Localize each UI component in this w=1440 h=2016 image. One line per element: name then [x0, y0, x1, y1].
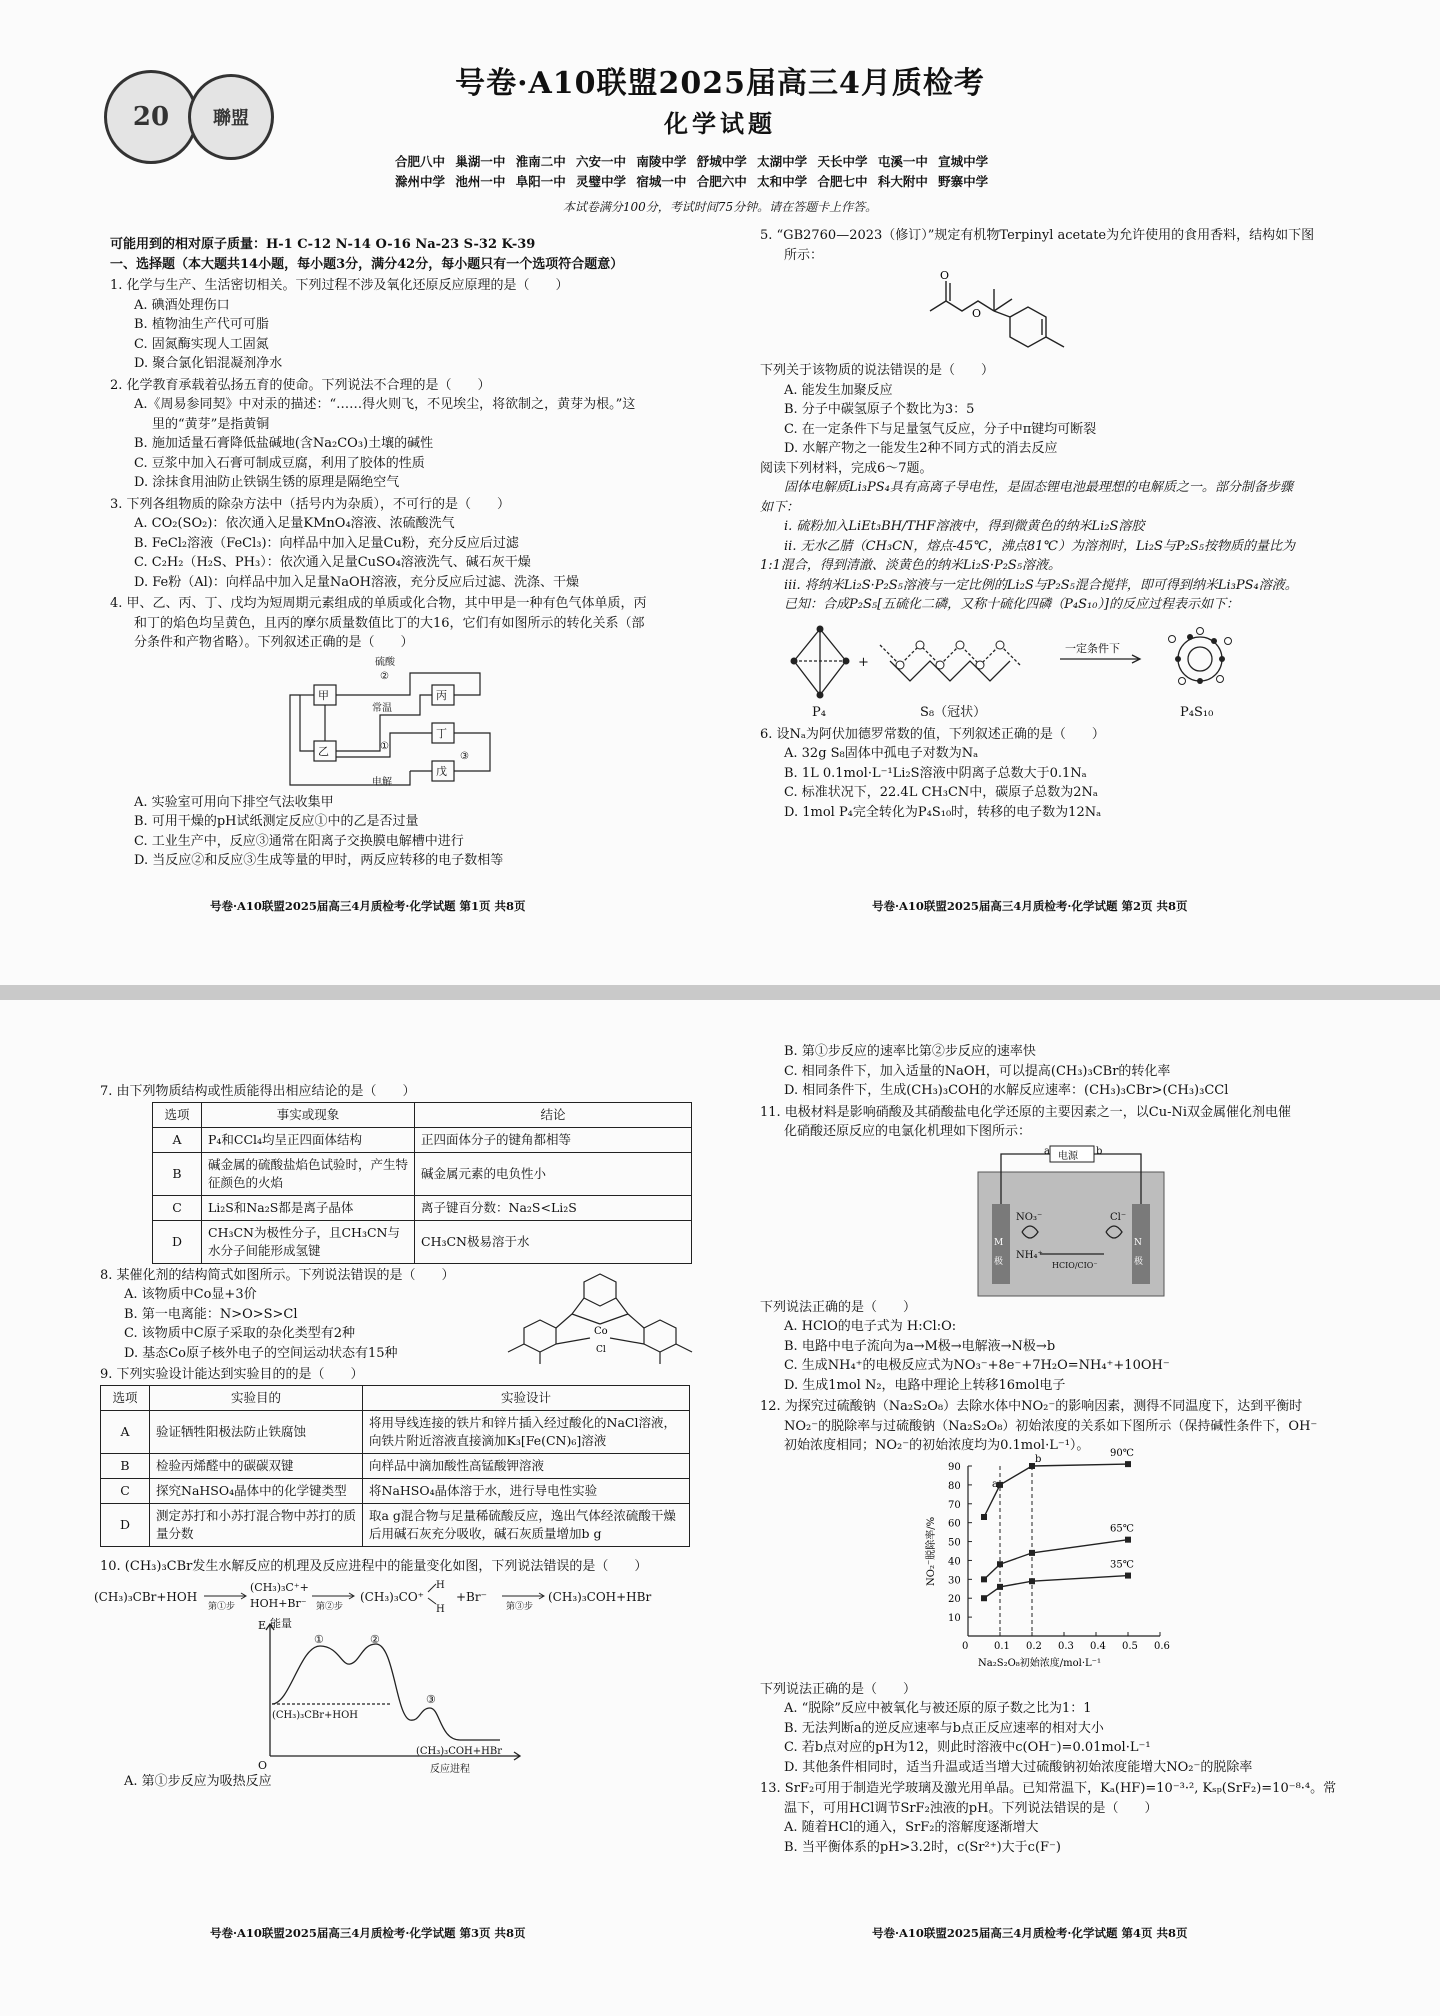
page-4-column — [760, 1042, 1350, 1857]
chart-point — [1029, 1578, 1035, 1584]
q8-option: B. 第一电离能：N>O>S>Cl — [124, 1306, 298, 1322]
q11-option: C. 生成NH₄⁺的电极反应式为NO₃⁻+8e⁻+7H₂O=NH₄⁺+10OH⁻ — [784, 1358, 1170, 1373]
table-cell: CH₃CN为极性分子，且CH₃CN与水分子间能形成氢键 — [202, 1220, 415, 1263]
q10-option-a: A. 第①步反应为吸热反应 — [124, 1774, 272, 1789]
table-header: 选项 — [153, 1102, 202, 1127]
energy-axis-e: E — [258, 1619, 267, 1632]
exam-note: 本试卷满分100分，考试时间75分钟。请在答题卡上作答。 — [562, 200, 878, 214]
chart-y-tick-label: 50 — [948, 1537, 961, 1549]
school-list-row-1: 合肥八中 巢湖一中 淮南二中 六安一中 南陵中学 舒城中学 太湖中学 天长中学 屯溪一中 宣城中学 — [395, 154, 989, 169]
q13-stem: 13. SrF₂可用于制造光学玻璃及激光用单晶。已知常温下，Kₐ(HF)=10⁻³·², Kₛₚ(SrF₂)=10⁻⁸·⁴。常 — [760, 1781, 1337, 1796]
chart-series-label: 65℃ — [1110, 1523, 1134, 1535]
q3-stem: 3. 下列各组物质的除杂方法中（括号内为杂质），不可行的是（ ） — [110, 496, 511, 512]
page-sheet-1-2 — [0, 0, 1440, 985]
atomic-masses: 可能用到的相对原子质量：H-1 C-12 N-14 O-16 Na-23 S-32 K-39 — [110, 237, 536, 252]
chart-point — [1125, 1536, 1131, 1542]
chart-point — [981, 1576, 987, 1582]
table-cell: C — [153, 1195, 202, 1220]
q12-stem-4: 下列说法正确的是（ ） — [760, 1681, 917, 1697]
q5-option: A. 能发生加聚反应 — [784, 382, 893, 398]
chart-point — [1125, 1572, 1131, 1578]
q1-option: A. 碘酒处理伤口 — [134, 297, 230, 313]
svg-text:Co: Co — [594, 1325, 608, 1337]
q10-option: D. 相同条件下，生成(CH₃)₃COH的水解反应速率：(CH₃)₃CBr>(CH₃)₃CCl — [784, 1083, 1229, 1098]
q1-option: D. 聚合氯化铝混凝剂净水 — [134, 356, 283, 371]
table-cell: 离子键百分数：Na₂S<Li₂S — [415, 1195, 692, 1220]
chart-x-tick-label: 0.5 — [1122, 1640, 1138, 1652]
table-cell: CH₃CN极易溶于水 — [415, 1220, 692, 1263]
q11-stem-2: 化硝酸还原反应的电氯化机理如下图所示： — [784, 1124, 1032, 1139]
denitration-chart — [760, 1447, 1350, 1680]
table-cell: P₄和CCl₄均呈正四面体结构 — [202, 1127, 415, 1152]
chart-x-tick-label: 0.4 — [1090, 1640, 1106, 1652]
svg-text:O: O — [972, 307, 982, 320]
table-row — [153, 1152, 692, 1195]
mech-h-top: H — [436, 1580, 445, 1591]
chart-y-tick-label: 90 — [948, 1461, 961, 1473]
table-cell: 正四面体分子的键角都相等 — [415, 1127, 692, 1152]
node-bing: 丙 — [436, 688, 447, 702]
material-line: 固体电解质Li₃PS₄具有高离子导电性，是固态锂电池最理想的电解质之一。部分制备步骤 — [784, 480, 1293, 495]
chart-point — [997, 1561, 1003, 1567]
mech-intermediate-2: (CH₃)₃CO⁺ — [360, 1590, 424, 1604]
q13-option: A. 随着HCl的通入，SrF₂的溶解度逐渐增大 — [784, 1820, 1039, 1835]
table-cell: 碱金属元素的电负性小 — [415, 1152, 692, 1195]
chart-y-tick-label: 40 — [948, 1555, 961, 1567]
chart-series-line — [984, 1539, 1128, 1579]
q5-option: B. 分子中碳氢原子个数比为3：5 — [784, 402, 975, 417]
mech-step-3: 第③步 — [506, 1602, 534, 1612]
table-cell: 探究NaHSO₄晶体中的化学键类型 — [150, 1478, 363, 1503]
label-ammonium: NH₄⁺ — [1016, 1249, 1043, 1261]
q12-option: C. 若b点对应的pH为12，则此时溶液中c(OH⁻)=0.01mol·L⁻¹ — [784, 1740, 1151, 1755]
chart-x-label: Na₂S₂O₈初始浓度/mol·L⁻¹ — [978, 1657, 1101, 1669]
chart-x-tick-label: 0.2 — [1026, 1640, 1042, 1652]
table-row — [101, 1410, 690, 1453]
q5-option: D. 水解产物之一能发生2种不同方式的消去反应 — [784, 441, 1058, 456]
chart-series-label: 35℃ — [1110, 1559, 1134, 1571]
q4-option: D. 当反应②和反应③生成等量的甲时，两反应转移的电子数相等 — [134, 853, 504, 868]
mech-h-bottom: H — [436, 1604, 445, 1615]
chart-point — [997, 1583, 1003, 1589]
q2-stem: 2. 化学教育承载着弘扬五育的使命。下列说法不合理的是（ ） — [110, 377, 491, 393]
q8-option: D. 基态Co原子核外电子的空间运动状态有15种 — [124, 1345, 398, 1361]
table-header: 结论 — [415, 1102, 692, 1127]
material-line: 如下： — [760, 499, 800, 515]
q5-option: C. 在一定条件下与足量氢气反应，分子中π键均可断裂 — [784, 421, 1097, 437]
svg-text:Cl: Cl — [596, 1344, 606, 1355]
q4-diagram-svg — [110, 653, 710, 793]
q12-option: B. 无法判断a的逆反应速率与b点正反应速率的相对大小 — [784, 1720, 1104, 1736]
q1-option: C. 固氮酶实现人工固氮 — [134, 336, 269, 352]
energy-x-label: 反应进程 — [430, 1764, 470, 1775]
chart-y-tick-label: 60 — [948, 1518, 961, 1530]
table-header-row — [153, 1102, 692, 1127]
table-row — [101, 1453, 690, 1478]
q4-option: A. 实验室可用向下排空气法收集甲 — [134, 794, 334, 810]
table-header: 实验设计 — [363, 1385, 690, 1410]
chart-x-tick-label: 0.3 — [1058, 1640, 1074, 1652]
material-line: i. 硫粉加入LiEt₃BH/THF溶液中，得到微黄色的纳米Li₂S溶胶 — [784, 519, 1145, 534]
energy-peak-3: ③ — [426, 1693, 436, 1706]
chart-series-label: 90℃ — [1110, 1447, 1134, 1459]
chart-x-tick-label: 0 — [962, 1640, 969, 1652]
mech-bromide: +Br⁻ — [456, 1590, 487, 1604]
table-cell: D — [153, 1220, 202, 1263]
page-sheet-3-4 — [0, 1000, 1440, 2016]
school-list-row-2: 滁州中学 池州一中 阜阳一中 灵璧中学 宿城一中 合肥六中 太和中学 合肥七中 科大附中 野寨中学 — [395, 174, 989, 189]
q9-table — [100, 1385, 690, 1547]
q2-option: D. 涂抹食用油防止铁锅生锈的原理是隔绝空气 — [134, 475, 400, 490]
label-acid: 硫酸 — [375, 656, 395, 668]
logo-1-text: 20 — [132, 102, 170, 132]
q4-option: C. 工业生产中，反应③通常在阳离子交换膜电解槽中进行 — [134, 833, 464, 849]
exam-title: 号卷·A10联盟2025届高三4月质检考 — [455, 66, 985, 101]
q10-option: C. 相同条件下，加入适量的NaOH，可以提高(CH₃)₃CBr的转化率 — [784, 1063, 1171, 1079]
label-step-1: ① — [380, 740, 389, 752]
page-2-column — [760, 226, 1340, 822]
q4-stem-2: 和丁的焰色均呈黄色，且丙的摩尔质量数值比丁的大16，它们有如图所示的转化关系（部 — [134, 615, 645, 631]
table-row — [101, 1503, 690, 1546]
q10-energy-diagram — [100, 1616, 710, 1775]
q7-stem: 7. 由下列物质结构或性质能得出相应结论的是（ ） — [100, 1084, 416, 1099]
q10-mechanism — [94, 1576, 710, 1616]
q2-option-cont: 里的“黄芽”是指黄铜 — [152, 416, 270, 432]
chart-x-tick-label: 0.1 — [994, 1640, 1010, 1652]
chart-y-tick-label: 10 — [948, 1612, 961, 1624]
q8-option: C. 该物质中C原子采取的杂化类型有2种 — [124, 1326, 355, 1341]
q11-option: A. HClO的电子式为 H:Cl:O: — [784, 1319, 957, 1334]
footer-page-4: 号卷·A10联盟2025届高三4月质检考·化学试题 第4页 共8页 — [872, 1926, 1188, 1940]
label-plus: + — [858, 654, 869, 670]
mech-product: (CH₃)₃COH+HBr — [548, 1590, 652, 1604]
material-line: 已知：合成P₂S₅[五硫化二磷，又称十硫化四磷（P₄S₁₀）]的反应过程表示如下： — [784, 597, 1240, 612]
table-header: 选项 — [101, 1385, 150, 1410]
energy-axis-label: 能量 — [270, 1617, 292, 1630]
q6-option: A. 32g S₈固体中孤电子对数为Nₐ — [784, 746, 979, 761]
q6-option: C. 标准状况下，22.4L CH₃CN中，碳原子总数为2Nₐ — [784, 785, 1098, 800]
table-row — [153, 1195, 692, 1220]
chart-y-tick-label: 20 — [948, 1593, 961, 1605]
label-nitrate: NO₃⁻ — [1016, 1211, 1043, 1223]
material-line: 1:1混合，得到清澈、淡黄色的纳米Li₂S·P₂S₅溶液。 — [760, 558, 1062, 573]
table-header: 实验目的 — [150, 1385, 363, 1410]
q13-stem-2: 温下，可用HCl调节SrF₂浊液的pH。下列说法错误的是（ ） — [784, 1800, 1158, 1816]
q1-stem: 1. 化学与生产、生活密切相关。下列过程不涉及氧化还原反应原理的是（ ） — [110, 278, 569, 293]
q1-option: B. 植物油生产代可可脂 — [134, 317, 269, 332]
q8-block — [100, 1266, 710, 1364]
q6-option: B. 1L 0.1mol·L⁻¹Li₂S溶液中阴离子总数大于0.1Nₐ — [784, 765, 1087, 781]
q12-stem: 12. 为探究过硫酸钠（Na₂S₂O₈）去除水体中NO₂⁻的影响因素，测得不同温度下，达到平衡时 — [760, 1399, 1303, 1414]
table-header: 事实或现象 — [202, 1102, 415, 1127]
q9-stem: 9. 下列实验设计能达到实验目的的是（ ） — [100, 1367, 364, 1382]
q11-option: D. 生成1mol N₂，电路中理论上转移16mol电子 — [784, 1377, 1066, 1393]
q7-table — [152, 1102, 692, 1264]
label-step-2: ② — [380, 670, 389, 682]
q8-stem: 8. 某催化剂的结构简式如图所示。下列说法错误的是（ ） — [100, 1267, 455, 1283]
q6-stem: 6. 设Nₐ为阿伏加德罗常数的值，下列叙述正确的是（ ） — [760, 726, 1105, 742]
reading-intro: 阅读下列材料，完成6～7题。 — [760, 460, 933, 476]
table-cell: 验证牺牲阳极法防止铁腐蚀 — [150, 1410, 363, 1453]
subject-title: 化学试题 — [664, 109, 776, 138]
table-cell: A — [101, 1410, 150, 1453]
label-condition: 一定条件下 — [1065, 641, 1120, 655]
q4-stem: 4. 甲、乙、丙、丁、戊均为短周期元素组成的单质或化合物，其中甲是一种有色气体单质，丙 — [110, 596, 647, 611]
table-row — [101, 1478, 690, 1503]
terpinyl-acetate-svg — [760, 265, 1340, 361]
chart-x-tick-label: 0.6 — [1154, 1640, 1170, 1652]
table-cell: 向样品中滴加酸性高锰酸钾溶液 — [363, 1453, 690, 1478]
q3-option: C. C₂H₂（H₂S、PH₃）：依次通入足量CuSO₄溶液洗气、碱石灰干燥 — [134, 555, 531, 570]
logo-2-text: 聯盟 — [213, 108, 249, 129]
label-s8: S₈（冠状） — [920, 704, 987, 720]
label-step-3: ③ — [460, 750, 469, 762]
table-row — [153, 1127, 692, 1152]
terpinyl-acetate-structure — [760, 265, 1340, 361]
energy-start-label: (CH₃)₃CBr+HOH — [272, 1710, 358, 1721]
q2-option: A.《周易参同契》中对汞的描述：“……得火则飞，不见埃尘，将欲制之，黄芽为根。”这 — [134, 397, 636, 412]
electrolysis-cell-figure — [760, 1142, 1350, 1298]
mech-intermediate-1b: HOH+Br⁻ — [250, 1597, 307, 1610]
table-cell: Li₂S和Na₂S都是离子晶体 — [202, 1195, 415, 1220]
chart-y-tick-label: 80 — [948, 1480, 961, 1492]
chart-point — [1029, 1549, 1035, 1555]
footer-page-3: 号卷·A10联盟2025届高三4月质检考·化学试题 第3页 共8页 — [210, 1926, 526, 1940]
chart-point — [981, 1595, 987, 1601]
p4s10-reaction-svg — [760, 615, 1340, 725]
label-n-electrode: N极 — [1134, 1237, 1144, 1267]
q11-stem-3: 下列说法正确的是（ ） — [760, 1299, 917, 1315]
node-wu: 戊 — [436, 764, 447, 778]
label-b: b — [1096, 1145, 1103, 1157]
page-1-column — [110, 235, 710, 871]
label-power: 电源 — [1058, 1150, 1078, 1162]
mech-step-2: 第②步 — [316, 1602, 344, 1612]
page-3-column — [94, 1082, 710, 1792]
table-cell: 碱金属的硫酸盐焰色试验时，产生特征颜色的火焰 — [202, 1152, 415, 1195]
label-hclo: HCIO/CIO⁻ — [1052, 1260, 1098, 1270]
table-cell: 检验丙烯醛中的碳碳双键 — [150, 1453, 363, 1478]
chart-y-tick-label: 70 — [948, 1499, 961, 1511]
chart-svg — [760, 1447, 1350, 1680]
q3-option: B. FeCl₂溶液（FeCl₃)：向样品中加入足量Cu粉，充分反应后过滤 — [134, 535, 519, 551]
q11-option: B. 电路中电子流向为a→M极→电解液→N极→b — [784, 1338, 1056, 1354]
q5-stem-3: 下列关于该物质的说法错误的是（ ） — [760, 363, 995, 378]
energy-peak-1: ① — [314, 1633, 324, 1646]
chart-annotation: a — [992, 1478, 998, 1490]
p4s10-reaction-figure — [760, 615, 1340, 725]
cobalt-catalyst-structure — [500, 1268, 700, 1368]
table-cell: 将用导线连接的铁片和锌片插入经过酸化的NaCl溶液，向铁片附近溶液直接滴加K₃[Fe(CN)₆]溶液 — [363, 1410, 690, 1453]
table-cell: 取a g混合物与足量稀硫酸反应，逸出气体经浓硫酸干燥后用碱石灰充分吸收，碱石灰质量增加b g — [363, 1503, 690, 1546]
node-yi: 乙 — [318, 744, 329, 758]
footer-page-1: 号卷·A10联盟2025届高三4月质检考·化学试题 第1页 共8页 — [210, 899, 526, 913]
label-elec: 电解 — [372, 776, 392, 788]
q2-option: C. 豆浆中加入石膏可制成豆腐，利用了胶体的性质 — [134, 455, 425, 471]
svg-text:O: O — [940, 269, 950, 282]
chart-series-line — [984, 1464, 1128, 1517]
mech-arrows — [100, 1576, 700, 1616]
material-line: ii. 无水乙腈（CH₃CN，熔点-45℃，沸点81℃）为溶剂时，Li₂S与P₂S₅按物质的量比为 — [784, 538, 1295, 554]
footer-page-2: 号卷·A10联盟2025届高三4月质检考·化学试题 第2页 共8页 — [872, 899, 1188, 913]
q12-option: D. 其他条件相同时，适当升温或适当增大过硫酸钠初始浓度能增大NO₂⁻的脱除率 — [784, 1759, 1253, 1775]
table-cell: 将NaHSO₄晶体溶于水，进行导电性实验 — [363, 1478, 690, 1503]
mech-reactant: (CH₃)₃CBr+HOH — [94, 1590, 198, 1604]
q13-option: B. 当平衡体系的pH>3.2时，c(Sr²⁺)大于c(F⁻) — [784, 1839, 1061, 1855]
material-line: iii. 将纳米Li₂S·P₂S₅溶液与一定比例的Li₂S与P₂S₅混合搅拌，即可得到纳米Li₃PS₄溶液。 — [784, 577, 1298, 593]
q3-option: A. CO₂(SO₂)：依次通入足量KMnO₄溶液、浓硫酸洗气 — [134, 516, 455, 531]
node-jia: 甲 — [318, 688, 329, 702]
q8-option: A. 该物质中Co显+3价 — [124, 1287, 257, 1302]
chart-point — [981, 1514, 987, 1520]
table-cell: D — [101, 1503, 150, 1546]
q4-option: B. 可用干燥的pH试纸测定反应①中的乙是否过量 — [134, 814, 419, 829]
table-cell: C — [101, 1478, 150, 1503]
section-heading: 一、选择题（本大题共14小题，每小题3分，满分42分，每小题只有一个选项符合题意） — [110, 256, 624, 272]
q5-stem-2: 所示： — [784, 247, 824, 263]
q12-stem-2: NO₂⁻的脱除率与过硫酸钠（Na₂S₂O₈）初始浓度的关系如下图所示（保持碱性条件下，OH⁻ — [784, 1418, 1318, 1434]
chart-annotation: b — [1035, 1453, 1042, 1465]
label-m-electrode: M极 — [994, 1237, 1004, 1267]
chart-y-label: NO₂⁻脱除率/% — [926, 1516, 937, 1586]
chart-y-tick-label: 30 — [948, 1574, 961, 1586]
q10-stem: 10. (CH₃)₃CBr发生水解反应的机理及反应进程中的能量变化如图，下列说法错误的是（ ） — [100, 1558, 648, 1574]
energy-end-label: (CH₃)₃COH+HBr — [416, 1746, 502, 1757]
q11-stem: 11. 电极材料是影响硝酸及其硝酸盐电化学还原的主要因素之一，以Cu-Ni双金属催化剂电催 — [760, 1104, 1292, 1120]
chart-series-line — [984, 1575, 1128, 1598]
table-header-row — [101, 1385, 690, 1410]
energy-peak-2: ② — [370, 1633, 380, 1646]
q6-option: D. 1mol P₄完全转化为P₄S₁₀时，转移的电子数为12Nₐ — [784, 804, 1102, 820]
q10-option: B. 第①步反应的速率比第②步反应的速率快 — [784, 1044, 1036, 1059]
table-cell: A — [153, 1127, 202, 1152]
table-cell: 测定苏打和小苏打混合物中苏打的质量分数 — [150, 1503, 363, 1546]
q12-option: A. “脱除”反应中被氧化与被还原的原子数之比为1：1 — [784, 1701, 1092, 1716]
label-a: a — [1044, 1145, 1050, 1157]
table-cell: B — [153, 1152, 202, 1195]
q2-option: B. 施加适量石膏降低盐碱地(含Na₂CO₃)土壤的碱性 — [134, 436, 434, 451]
energy-origin: O — [258, 1759, 268, 1772]
q3-option: D. Fe粉（Al)：向样品中加入足量NaOH溶液，充分反应后过滤、洗涤、干燥 — [134, 574, 579, 590]
q4-stem-3: 分条件和产物省略）。下列叙述正确的是（ ） — [134, 635, 414, 650]
q5-stem: 5. “GB2760—2023（修订）”规定有机物Terpinyl acetate为允许使用的食用香料，结构如下图 — [760, 228, 1315, 243]
label-p4s10: P₄S₁₀ — [1180, 704, 1214, 720]
label-rt: 常温 — [372, 702, 392, 714]
label-chloride: Cl⁻ — [1110, 1211, 1127, 1223]
q12-stem-3: 初始浓度相同；NO₂⁻的初始浓度均为0.1mol·L⁻¹）。 — [784, 1438, 1090, 1453]
table-cell: B — [101, 1453, 150, 1478]
label-p4: P₄ — [812, 704, 826, 720]
table-row — [153, 1220, 692, 1263]
mech-step-1: 第①步 — [208, 1602, 236, 1612]
node-ding: 丁 — [436, 726, 447, 740]
q4-transformation-diagram — [110, 653, 710, 793]
chart-point — [1125, 1461, 1131, 1467]
mech-intermediate-1: (CH₃)₃C⁺+ — [250, 1581, 309, 1594]
